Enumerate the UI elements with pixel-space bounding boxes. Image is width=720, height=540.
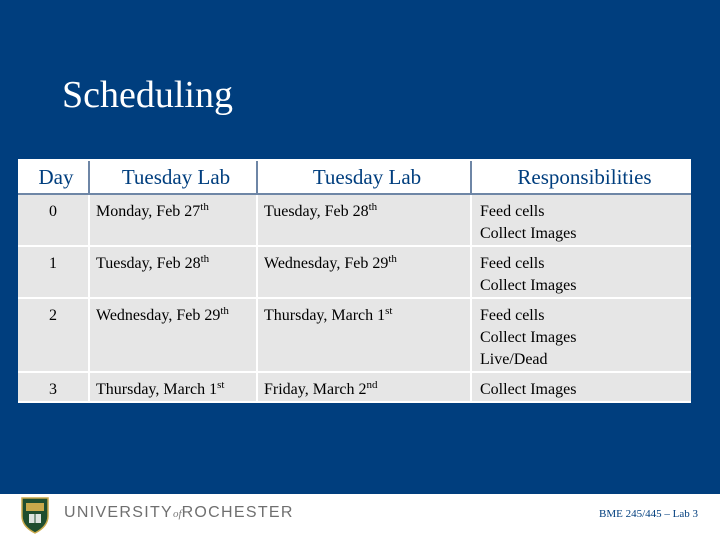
lab2-cell: Thursday, March 1st [257, 298, 471, 372]
header-tuesday-lab-2: Tuesday Lab [257, 160, 471, 194]
course-label: BME 245/445 – Lab 3 [599, 508, 698, 520]
lab1-cell: Tuesday, Feb 28th [89, 246, 257, 298]
footer-bar [0, 494, 720, 540]
lab2-cell: Tuesday, Feb 28th [257, 194, 471, 246]
responsibility-item: Live/Dead [480, 351, 548, 368]
lab2-cell: Wednesday, Feb 29th [257, 246, 471, 298]
slide-title: Scheduling [62, 74, 233, 116]
responsibility-item: Collect Images [480, 225, 577, 242]
table-header-row [18, 160, 691, 194]
university-wordmark: UNIVERSITYofROCHESTER [64, 504, 294, 521]
table-row [18, 372, 691, 402]
responsibility-item: Collect Images [480, 277, 577, 294]
table-row [18, 298, 691, 372]
responsibility-item: Collect Images [480, 329, 577, 346]
header-day: Day [18, 160, 89, 194]
responsibilities-cell [471, 298, 691, 372]
responsibilities-cell [471, 194, 691, 246]
lab1-cell: Wednesday, Feb 29th [89, 298, 257, 372]
lab1-cell: Thursday, March 1st [89, 372, 257, 402]
header-tuesday-lab-1: Tuesday Lab [89, 160, 257, 194]
responsibilities-cell [471, 372, 691, 402]
day-cell: 1 [18, 246, 89, 298]
day-cell: 3 [18, 372, 89, 402]
responsibilities-cell [471, 246, 691, 298]
responsibility-item: Feed cells [480, 255, 545, 272]
table-row [18, 246, 691, 298]
schedule-table [18, 159, 691, 403]
responsibility-item: Feed cells [480, 307, 545, 324]
responsibility-item: Collect Images [480, 381, 577, 398]
responsibility-item: Feed cells [480, 203, 545, 220]
table-row [18, 194, 691, 246]
lab1-cell: Monday, Feb 27th [89, 194, 257, 246]
university-shield-icon [20, 496, 50, 534]
day-cell: 0 [18, 194, 89, 246]
header-responsibilities: Responsibilities [471, 160, 691, 194]
lab2-cell: Friday, March 2nd [257, 372, 471, 402]
day-cell: 2 [18, 298, 89, 372]
